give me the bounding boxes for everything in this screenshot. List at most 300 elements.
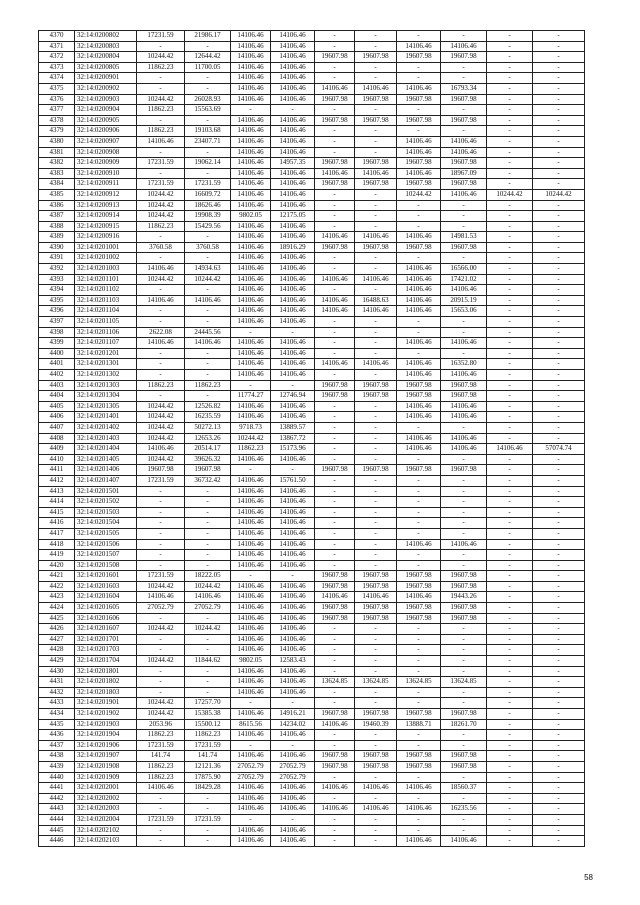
value-cell: 14106.46 [397, 168, 441, 179]
value-cell: 14106.46 [231, 126, 271, 137]
value-cell: - [533, 740, 585, 751]
value-cell: - [185, 677, 231, 688]
value-cell: 27052.79 [231, 761, 271, 772]
value-cell: - [315, 126, 355, 137]
cadastral-number-cell: 32:14:0201801 [75, 666, 137, 677]
cadastral-number-cell: 32:14:0201902 [75, 709, 137, 720]
value-cell: 14106.46 [271, 115, 315, 126]
value-cell: - [533, 179, 585, 190]
cadastral-number-cell: 32:14:0201105 [75, 317, 137, 328]
value-cell: 18261.70 [441, 719, 487, 730]
value-cell: 14106.46 [231, 666, 271, 677]
value-cell: 14106.46 [231, 147, 271, 158]
table-row [39, 709, 585, 720]
value-cell: - [185, 253, 231, 264]
value-cell: 14106.46 [271, 317, 315, 328]
value-cell: - [487, 380, 533, 391]
row-number-cell: 4439 [39, 761, 75, 772]
value-cell: 18967.09 [441, 168, 487, 179]
cadastral-number-cell: 32:14:0201604 [75, 592, 137, 603]
value-cell: - [487, 136, 533, 147]
value-cell: 14106.46 [271, 507, 315, 518]
value-cell: - [231, 698, 271, 709]
table-row [39, 761, 585, 772]
value-cell: - [355, 730, 397, 741]
value-cell: - [441, 126, 487, 137]
value-cell: - [315, 348, 355, 359]
value-cell: - [487, 454, 533, 465]
value-cell: 14106.46 [231, 603, 271, 614]
value-cell: - [315, 285, 355, 296]
value-cell: - [533, 550, 585, 561]
value-cell: 14106.46 [397, 804, 441, 815]
value-cell: - [533, 242, 585, 253]
value-cell: 17231.59 [137, 31, 185, 42]
value-cell: - [315, 836, 355, 847]
value-cell: - [441, 560, 487, 571]
value-cell: - [533, 211, 585, 222]
row-number-cell: 4416 [39, 518, 75, 529]
value-cell: 17231.59 [137, 740, 185, 751]
table-row [39, 603, 585, 614]
value-cell: 14106.46 [397, 285, 441, 296]
value-cell: 14106.46 [271, 751, 315, 762]
value-cell: - [487, 825, 533, 836]
value-cell: 10244.42 [185, 274, 231, 285]
table-row [39, 433, 585, 444]
value-cell: 14106.46 [397, 592, 441, 603]
value-cell: - [487, 497, 533, 508]
cadastral-number-cell: 32:14:0201906 [75, 740, 137, 751]
value-cell: - [397, 327, 441, 338]
table-row [39, 751, 585, 762]
value-cell: 15563.69 [185, 105, 231, 116]
value-cell: - [487, 592, 533, 603]
value-cell: - [397, 221, 441, 232]
value-cell: 36732.42 [185, 475, 231, 486]
value-cell: 19607.98 [441, 158, 487, 169]
value-cell: 24445.56 [185, 327, 231, 338]
value-cell: - [355, 475, 397, 486]
table-row [39, 306, 585, 317]
table-row [39, 497, 585, 508]
value-cell: 19607.98 [315, 242, 355, 253]
value-cell: 14106.46 [271, 497, 315, 508]
value-cell: - [185, 285, 231, 296]
row-number-cell: 4438 [39, 751, 75, 762]
table-row [39, 158, 585, 169]
value-cell: 11862.23 [137, 105, 185, 116]
value-cell: 15173.96 [271, 444, 315, 455]
value-cell: 14106.46 [271, 613, 315, 624]
value-cell: - [533, 539, 585, 550]
value-cell: 14106.46 [271, 624, 315, 635]
value-cell: - [487, 285, 533, 296]
table-row [39, 327, 585, 338]
value-cell: 14106.46 [315, 592, 355, 603]
value-cell: - [271, 105, 315, 116]
value-cell: - [487, 41, 533, 52]
value-cell: - [533, 486, 585, 497]
table-row [39, 83, 585, 94]
cadastral-number-cell: 32:14:0201104 [75, 306, 137, 317]
cadastral-number-cell: 32:14:0201103 [75, 295, 137, 306]
row-number-cell: 4426 [39, 624, 75, 635]
cadastral-number-cell: 32:14:0201904 [75, 730, 137, 741]
value-cell: - [315, 41, 355, 52]
value-cell: 15385.38 [185, 709, 231, 720]
cadastral-number-cell: 32:14:0201301 [75, 359, 137, 370]
value-cell: 14106.46 [397, 412, 441, 423]
value-cell: 14106.46 [231, 613, 271, 624]
value-cell: 14106.46 [231, 338, 271, 349]
value-cell: 19607.98 [137, 465, 185, 476]
value-cell: 14106.46 [271, 645, 315, 656]
value-cell: 10244.42 [137, 200, 185, 211]
value-cell: - [315, 486, 355, 497]
value-cell: - [533, 581, 585, 592]
value-cell: 14106.46 [271, 41, 315, 52]
row-number-cell: 4385 [39, 189, 75, 200]
value-cell: - [137, 550, 185, 561]
value-cell: - [441, 454, 487, 465]
value-cell: - [487, 624, 533, 635]
table-row [39, 285, 585, 296]
value-cell: - [533, 295, 585, 306]
value-cell: - [355, 211, 397, 222]
value-cell: 14106.46 [231, 136, 271, 147]
value-cell: 18222.05 [185, 571, 231, 582]
value-cell: 14234.02 [271, 719, 315, 730]
table-row [39, 295, 585, 306]
value-cell: 19607.98 [315, 751, 355, 762]
value-cell: - [315, 507, 355, 518]
value-cell: 14106.46 [231, 52, 271, 63]
value-cell: - [315, 698, 355, 709]
value-cell: - [441, 221, 487, 232]
value-cell: - [271, 814, 315, 825]
value-cell: - [397, 634, 441, 645]
value-cell: 17231.59 [185, 740, 231, 751]
value-cell: 14106.46 [397, 433, 441, 444]
row-number-cell: 4419 [39, 550, 75, 561]
value-cell: - [441, 656, 487, 667]
cadastral-number-cell: 32:14:0201405 [75, 454, 137, 465]
value-cell: 14106.46 [137, 338, 185, 349]
value-cell: 14106.46 [231, 528, 271, 539]
value-cell: 10244.42 [137, 211, 185, 222]
value-cell: 12746.94 [271, 391, 315, 402]
value-cell: - [315, 497, 355, 508]
value-cell: - [271, 740, 315, 751]
value-cell: - [231, 105, 271, 116]
cadastral-number-cell: 32:14:0201607 [75, 624, 137, 635]
value-cell: - [441, 687, 487, 698]
value-cell: 14106.46 [271, 592, 315, 603]
row-number-cell: 4425 [39, 613, 75, 624]
value-cell: 14106.46 [231, 285, 271, 296]
value-cell: - [137, 147, 185, 158]
value-cell: 14106.46 [231, 41, 271, 52]
value-cell: 17231.59 [137, 814, 185, 825]
value-cell: 14106.46 [271, 486, 315, 497]
value-cell: - [441, 698, 487, 709]
value-cell: - [533, 73, 585, 84]
value-cell: 19607.98 [441, 709, 487, 720]
row-number-cell: 4421 [39, 571, 75, 582]
value-cell: 14106.46 [271, 581, 315, 592]
row-number-cell: 4418 [39, 539, 75, 550]
value-cell: 19607.98 [397, 52, 441, 63]
cadastral-number-cell: 32:14:0201106 [75, 327, 137, 338]
value-cell: 10244.42 [137, 624, 185, 635]
table-row [39, 550, 585, 561]
value-cell: - [355, 285, 397, 296]
value-cell: 14106.46 [397, 264, 441, 275]
row-number-cell: 4415 [39, 507, 75, 518]
value-cell: 19607.98 [397, 571, 441, 582]
cadastral-number-cell: 32:14:0200913 [75, 200, 137, 211]
value-cell: 14106.46 [355, 274, 397, 285]
value-cell: - [487, 370, 533, 381]
value-cell: 14106.46 [315, 168, 355, 179]
value-cell: - [533, 613, 585, 624]
table-row [39, 719, 585, 730]
value-cell: - [185, 359, 231, 370]
value-cell: - [487, 475, 533, 486]
row-number-cell: 4437 [39, 740, 75, 751]
value-cell: 14106.46 [271, 518, 315, 529]
value-cell: - [533, 94, 585, 105]
value-cell: - [355, 370, 397, 381]
value-cell: - [533, 772, 585, 783]
table-row [39, 793, 585, 804]
value-cell: - [487, 211, 533, 222]
value-cell: 15429.56 [185, 221, 231, 232]
value-cell: - [185, 804, 231, 815]
value-cell: 19607.98 [441, 581, 487, 592]
value-cell: - [441, 634, 487, 645]
value-cell: - [487, 62, 533, 73]
value-cell: 14106.46 [397, 338, 441, 349]
cadastral-number-cell: 32:14:0200910 [75, 168, 137, 179]
row-number-cell: 4370 [39, 31, 75, 42]
value-cell: 11862.23 [137, 221, 185, 232]
value-cell: 14106.46 [231, 645, 271, 656]
value-cell: 14106.46 [441, 370, 487, 381]
value-cell: - [441, 645, 487, 656]
row-number-cell: 4408 [39, 433, 75, 444]
cadastral-number-cell: 32:14:0201403 [75, 433, 137, 444]
cadastral-number-cell: 32:14:0201402 [75, 422, 137, 433]
value-cell: 14106.46 [441, 147, 487, 158]
value-cell: - [533, 359, 585, 370]
value-cell: - [533, 825, 585, 836]
table-row [39, 422, 585, 433]
value-cell: - [185, 634, 231, 645]
value-cell: - [487, 528, 533, 539]
row-number-cell: 4390 [39, 242, 75, 253]
value-cell: 19607.98 [441, 391, 487, 402]
cadastral-number-cell: 32:14:0200911 [75, 179, 137, 190]
cadastral-number-cell: 32:14:0201001 [75, 242, 137, 253]
value-cell: 19607.98 [441, 242, 487, 253]
value-cell: - [137, 836, 185, 847]
row-number-cell: 4434 [39, 709, 75, 720]
table-row [39, 581, 585, 592]
value-cell: 14106.46 [231, 168, 271, 179]
value-cell: - [315, 645, 355, 656]
table-row [39, 634, 585, 645]
value-cell: - [441, 730, 487, 741]
value-cell: - [533, 327, 585, 338]
value-cell: - [315, 412, 355, 423]
row-number-cell: 4410 [39, 454, 75, 465]
table-row [39, 444, 585, 455]
value-cell: - [487, 274, 533, 285]
value-cell: - [137, 825, 185, 836]
row-number-cell: 4444 [39, 814, 75, 825]
value-cell: - [397, 687, 441, 698]
cadastral-number-cell: 32:14:0201002 [75, 253, 137, 264]
table-row [39, 783, 585, 794]
value-cell: - [533, 221, 585, 232]
value-cell: - [185, 147, 231, 158]
value-cell: - [137, 306, 185, 317]
cadastral-number-cell: 32:14:0201505 [75, 528, 137, 539]
value-cell: 2053.96 [137, 719, 185, 730]
value-cell: 14106.46 [271, 401, 315, 412]
value-cell: 10244.42 [185, 581, 231, 592]
value-cell: - [137, 804, 185, 815]
value-cell: - [397, 317, 441, 328]
value-cell: 18916.29 [271, 242, 315, 253]
cadastral-number-cell: 32:14:0201703 [75, 645, 137, 656]
value-cell: 14106.46 [441, 539, 487, 550]
value-cell: - [137, 539, 185, 550]
row-number-cell: 4441 [39, 783, 75, 794]
value-cell: 14106.46 [231, 687, 271, 698]
row-number-cell: 4384 [39, 179, 75, 190]
value-cell: 14106.46 [441, 401, 487, 412]
value-cell: 14106.46 [271, 677, 315, 688]
value-cell: - [137, 645, 185, 656]
cadastral-number-cell: 32:14:0200916 [75, 232, 137, 243]
value-cell: 14106.46 [231, 507, 271, 518]
value-cell: - [487, 179, 533, 190]
value-cell: - [137, 486, 185, 497]
value-cell: 13624.85 [315, 677, 355, 688]
cadastral-number-cell: 32:14:0202002 [75, 793, 137, 804]
value-cell: - [355, 200, 397, 211]
value-cell: - [533, 168, 585, 179]
value-cell: - [271, 571, 315, 582]
value-cell: - [487, 772, 533, 783]
value-cell: 12526.82 [185, 401, 231, 412]
value-cell: 19607.98 [397, 751, 441, 762]
value-cell: - [355, 666, 397, 677]
value-cell: 14106.46 [231, 370, 271, 381]
value-cell: 14106.46 [231, 634, 271, 645]
value-cell: - [533, 338, 585, 349]
cadastral-number-cell: 32:14:0201503 [75, 507, 137, 518]
row-number-cell: 4446 [39, 836, 75, 847]
value-cell: - [397, 200, 441, 211]
value-cell: 14106.46 [231, 401, 271, 412]
value-cell: - [487, 486, 533, 497]
row-number-cell: 4443 [39, 804, 75, 815]
value-cell: 19607.98 [397, 115, 441, 126]
value-cell: 19607.98 [397, 242, 441, 253]
value-cell: - [533, 497, 585, 508]
value-cell: 14106.46 [397, 83, 441, 94]
value-cell: - [355, 31, 397, 42]
value-cell: - [487, 158, 533, 169]
value-cell: 19607.98 [397, 581, 441, 592]
value-cell: - [315, 666, 355, 677]
value-cell: - [355, 338, 397, 349]
value-cell: 14106.46 [271, 221, 315, 232]
value-cell: 14106.46 [271, 539, 315, 550]
value-cell: - [355, 528, 397, 539]
table-row [39, 94, 585, 105]
value-cell: 14106.46 [441, 136, 487, 147]
table-row [39, 730, 585, 741]
value-cell: 19607.98 [397, 603, 441, 614]
value-cell: - [315, 422, 355, 433]
value-cell: 14106.46 [441, 412, 487, 423]
table-row [39, 105, 585, 116]
cadastral-number-cell: 32:14:0200805 [75, 62, 137, 73]
value-cell: - [397, 624, 441, 635]
value-cell: - [487, 740, 533, 751]
value-cell: - [533, 666, 585, 677]
value-cell: 13888.71 [397, 719, 441, 730]
value-cell: 14106.46 [231, 242, 271, 253]
value-cell: - [533, 158, 585, 169]
value-cell: 19607.98 [441, 761, 487, 772]
cadastral-number-cell: 32:14:0201201 [75, 348, 137, 359]
value-cell: 14106.46 [231, 189, 271, 200]
value-cell: - [231, 571, 271, 582]
value-cell: 14106.46 [231, 31, 271, 42]
value-cell: - [487, 719, 533, 730]
value-cell: 14106.46 [185, 295, 231, 306]
value-cell: - [533, 317, 585, 328]
value-cell: 19908.39 [185, 211, 231, 222]
row-number-cell: 4445 [39, 825, 75, 836]
value-cell: - [137, 793, 185, 804]
value-cell: - [355, 698, 397, 709]
table-row [39, 62, 585, 73]
value-cell: 14106.46 [271, 412, 315, 423]
table-row [39, 200, 585, 211]
value-cell: 19607.98 [441, 465, 487, 476]
value-cell: - [397, 793, 441, 804]
row-number-cell: 4420 [39, 560, 75, 571]
value-cell: 19460.39 [355, 719, 397, 730]
value-cell: - [533, 274, 585, 285]
cadastral-number-cell: 32:14:0200802 [75, 31, 137, 42]
row-number-cell: 4371 [39, 41, 75, 52]
value-cell: - [185, 83, 231, 94]
value-cell: 14106.46 [137, 783, 185, 794]
value-cell: 11862.23 [185, 380, 231, 391]
value-cell: 14106.46 [397, 401, 441, 412]
value-cell: - [355, 433, 397, 444]
value-cell: 17231.59 [137, 475, 185, 486]
value-cell: - [397, 507, 441, 518]
